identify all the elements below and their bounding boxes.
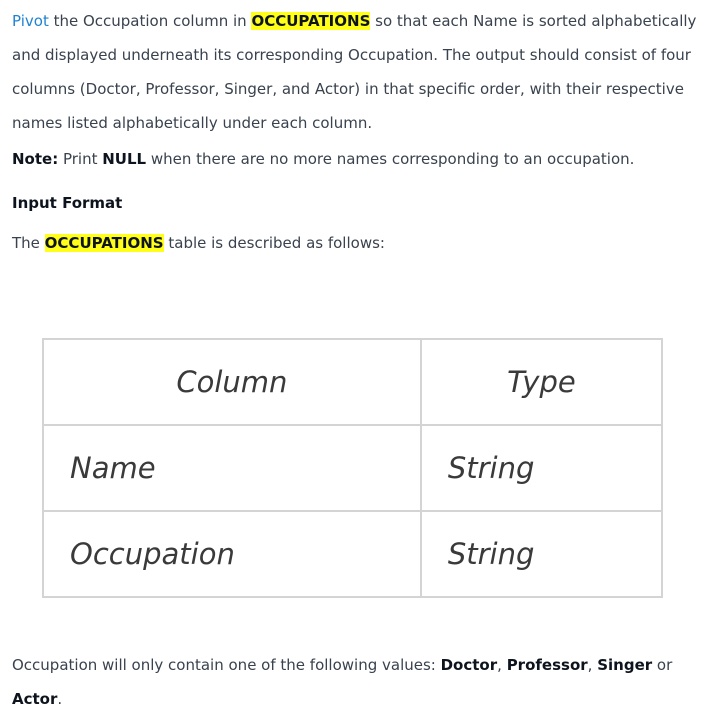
- values-text-2: or: [652, 656, 673, 674]
- null-keyword: NULL: [102, 150, 147, 168]
- schema-table: [42, 338, 663, 598]
- note-paragraph: [12, 142, 701, 176]
- values-paragraph: [12, 648, 702, 716]
- table-description: [12, 226, 701, 260]
- intro-text-2: so that each Name is sorted alphabetically and displayed underneath its corresponding Occupation. The output should consist of four columns (Doctor, Professor, Singer, and Actor) in that specific order, with their respective names listed alphabetically under each column.: [12, 12, 697, 132]
- type-header: Type: [421, 339, 662, 425]
- intro-text-1: the Occupation column in: [48, 12, 252, 30]
- value-doctor: Doctor: [440, 656, 498, 674]
- column-header: Column: [43, 339, 421, 425]
- note-label: Note:: [12, 150, 59, 168]
- schema-header-row: [43, 339, 662, 425]
- column-type-cell: String: [421, 425, 662, 511]
- value-actor: Actor: [12, 690, 58, 708]
- values-text-1: Occupation will only contain one of the following values:: [12, 656, 441, 674]
- note-text-2: when there are no more names corresponding to an occupation.: [146, 150, 635, 168]
- column-name-cell: Occupation: [43, 511, 421, 597]
- intro-paragraph: [12, 0, 701, 140]
- table-row: [43, 511, 662, 597]
- values-sep-2: ,: [587, 656, 598, 674]
- value-singer: Singer: [597, 656, 653, 674]
- pivot-link[interactable]: Pivot: [12, 12, 49, 30]
- table-name-highlight-2: OCCUPATIONS: [44, 234, 164, 252]
- column-type-cell: String: [421, 511, 662, 597]
- table-desc-text-1: The: [12, 234, 45, 252]
- table-name-highlight: OCCUPATIONS: [251, 12, 371, 30]
- table-desc-text-2: table is described as follows:: [163, 234, 385, 252]
- table-row: [43, 425, 662, 511]
- value-professor: Professor: [506, 656, 588, 674]
- note-text-1: Print: [58, 150, 103, 168]
- values-end: .: [57, 690, 63, 708]
- column-name-cell: Name: [43, 425, 421, 511]
- input-format-heading: Input Format: [12, 194, 123, 212]
- values-sep-1: ,: [497, 656, 507, 674]
